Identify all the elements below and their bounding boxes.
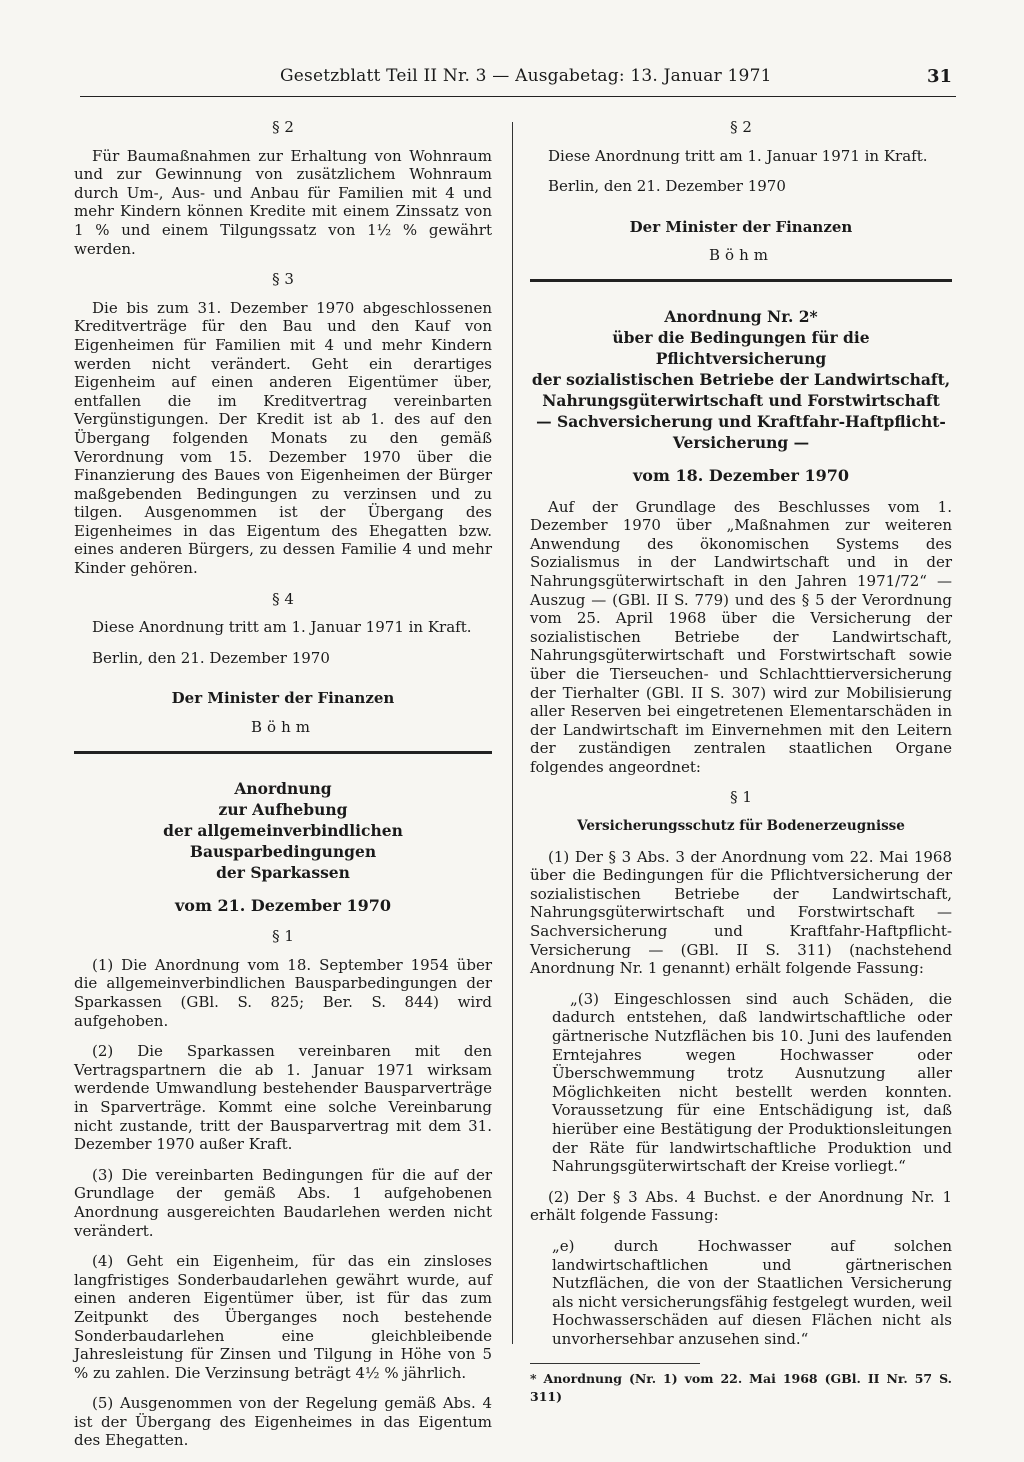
ordinance-title-line: Versicherung — — [672, 432, 810, 452]
signature: Böhm — [251, 718, 315, 737]
section-heading: § 1 — [272, 927, 294, 946]
signature: Böhm — [709, 246, 773, 265]
footnote-rule — [530, 1363, 700, 1364]
page-header — [80, 66, 960, 94]
quoted-paragraph: „e) durch Hochwasser auf solchen landwirtschaftlichen und gärtnerischen Nutzflächen, die von der Staatlichen Versicherung als nicht versicherungsfähig festgelegt wurden, weil Hochwasserschäden auf diesen Flächen nicht als unvorhersehbar anzusehen sind.“ — [552, 1236, 952, 1348]
paragraph: (5) Ausgenommen von der Regelung gemäß Abs. 4 ist der Übergang des Eigenheimes in das Eigentum des Ehegatten. — [74, 1394, 492, 1450]
section-rule — [74, 751, 492, 754]
paragraph: Für Baumaßnahmen zur Erhaltung von Wohnraum und zur Gewinnung von zusätzlichem Wohnraum durch Um-, Aus- und Anbau für Familien mit 4 und mehr Kindern können Kredite mit einem Zinssatz von 1 % und einem Tilgungssatz von 1½ % gewährt werden. — [74, 146, 492, 258]
paragraph: Die bis zum 31. Dezember 1970 abgeschlossenen Kreditverträge für den Bau und den Kauf von Eigenheimen für Familien mit 4 und mehr Kindern werden nicht verändert. Geht ein derartiges Eigenheim auf einen anderen Eigentümer über, entfallen die im Kreditvertrag vereinbarten Vergünstigungen. Der Kredit ist ab 1. des auf den Übergang folgenden Monats zu den gemäß Verordnung vom 15. Dezember 1970 über die Finanzierung des Baues von Eigenheimen der Bürger maßgebenden Bedingungen zu verzinsen und zu tilgen. Ausgenommen ist der Übergang des Eigenheimes in das Eigentum des Ehegatten bzw. eines anderen Bürgers, zu dessen Familie 4 und mehr Kinder gehören. — [74, 298, 492, 578]
ordinance-title — [530, 306, 952, 453]
ordinance-title-line: Nahrungsgüterwirtschaft und Forstwirtschaft — [542, 390, 940, 410]
quoted-paragraph: „(3) Eingeschlossen sind auch Schäden, die dadurch entstehen, daß landwirtschaftliche oder gärtnerische Nutzflächen bis 10. Juni des laufenden Erntejahres wegen Hochwasser oder Überschwemmung trotz Ausnutzung aller Möglichkeiten nicht bestellt werden konnten. Voraussetzung für eine Entschädigung ist, daß hierüber eine Bestätigung der Produktionsleitungen der Räte für landwirtschaftliche Produktion und Nahrungsgüterwirtschaft der Kreise vorliegt.“ — [552, 989, 952, 1176]
ordinance-title-line: — Sachversicherung und Kraftfahr-Haftpflicht- — [536, 411, 946, 431]
section-heading: § 2 — [272, 118, 294, 136]
section-heading: § 3 — [272, 270, 294, 289]
paragraph: Diese Anordnung tritt am 1. Januar 1971 in Kraft. — [548, 146, 928, 165]
ordinance-title-line: der allgemeinverbindlichen Bausparbedingungen — [163, 820, 403, 861]
paragraph: (3) Die vereinbarten Bedingungen für die auf der Grundlage der gemäß Abs. 1 aufgehobenen Anordnung ausgereichten Baudarlehen werden nicht verändert. — [74, 1165, 492, 1240]
preamble: Auf der Grundlage des Beschlusses vom 1. Dezember 1970 über „Maßnahmen zur weiteren Anwendung des ökonomischen Systems des Sozialismus in der Landwirtschaft und in der Nahrungsgüterwirtschaft in den Jahren 1971/72“ — Auszug — (GBl. II S. 779) und des § 5 der Verordnung vom 25. April 1968 über die Versicherung der sozialistischen Betriebe der Landwirtschaft, Nahrungsgüterwirtschaft und Forstwirtschaft sowie über die Tierseuchen- und Schlachttierversicherung der Tierhalter (GBl. II S. 307) wird zur Mobilisierung aller Reserven bei eingetretenen Elementarschäden in der Landwirtschaft im Einvernehmen mit den Leitern der zuständigen zentralen staatlichen Organe folgendes angeordnet: — [530, 497, 952, 776]
left-column — [74, 118, 492, 1462]
paragraph: (1) Die Anordnung vom 18. September 1954 über die allgemeinverbindlichen Bausparbedingungen der Sparkassen (GBl. S. 825; Ber. S. 844) wird aufgehoben. — [74, 955, 492, 1030]
paragraph: Diese Anordnung tritt am 1. Januar 1971 in Kraft. — [92, 618, 472, 637]
ordinance-title-line: Anordnung Nr. 2* — [664, 306, 818, 326]
paragraph: (1) Der § 3 Abs. 3 der Anordnung vom 22. Mai 1968 über die Bedingungen für die Pflichtversicherung der sozialistischen Betriebe der Landwirtschaft, Nahrungsgüterwirtschaft und Forstwirtschaft — Sachversicherung und Kraftfahr-Haftpflicht-Versicherung — (GBl. II S. 311) (nachstehend Anordnung Nr. 1 genannt) erhält folgende Fassung: — [530, 847, 952, 978]
page-number: 31 — [926, 66, 952, 87]
ordinance-title-line: Anordnung — [234, 778, 332, 798]
column-divider — [512, 122, 513, 1344]
paragraph: (2) Die Sparkassen vereinbaren mit den Vertragspartnern die ab 1. Januar 1971 wirksam werdende Umwandlung bestehender Bausparverträge in Sparverträge. Kommt eine solche Vereinbarung nicht zustande, tritt der Bausparvertrag mit dem 31. Dezember 1970 außer Kraft. — [74, 1042, 492, 1154]
ordinance-title — [74, 778, 492, 883]
paragraph: (2) Der § 3 Abs. 4 Buchst. e der Anordnung Nr. 1 erhält folgende Fassung: — [530, 1187, 952, 1225]
minister-title: Der Minister der Finanzen — [629, 217, 853, 236]
header-rule — [80, 96, 956, 97]
running-title: Gesetzblatt Teil II Nr. 3 — Ausgabetag: 13. Januar 1971 — [280, 66, 772, 86]
right-column — [530, 118, 952, 1407]
place-date: Berlin, den 21. Dezember 1970 — [548, 177, 786, 196]
place-date: Berlin, den 21. Dezember 1970 — [92, 648, 330, 667]
section-subheading: Versicherungsschutz für Bodenerzeugnisse — [577, 818, 905, 835]
ordinance-title-line: zur Aufhebung — [218, 799, 348, 819]
section-heading: § 4 — [272, 589, 294, 608]
ordinance-date: vom 18. Dezember 1970 — [632, 465, 850, 485]
minister-title: Der Minister der Finanzen — [171, 689, 395, 708]
ordinance-title-line: der Sparkassen — [216, 862, 350, 882]
ordinance-title-line: der sozialistischen Betriebe der Landwirtschaft, — [531, 369, 951, 389]
paragraph: (4) Geht ein Eigenheim, für das ein zinsloses langfristiges Sonderbaudarlehen gewährt wurde, auf einen anderen Eigentümer über, ist für das zum Zeitpunkt des Überganges noch bestehende Sonderbaudarlehen eine gleichbleibende Jahresleistung für Zinsen und Tilgung in Höhe von 5 % zu zahlen. Die Verzinsung beträgt 4½ % jährlich. — [74, 1252, 492, 1382]
section-heading: § 2 — [730, 118, 752, 136]
ordinance-title-line: über die Bedingungen für die Pflichtversicherung — [612, 327, 870, 368]
section-rule — [530, 279, 952, 282]
section-heading: § 1 — [730, 788, 752, 807]
ordinance-date: vom 21. Dezember 1970 — [174, 895, 392, 915]
footnote: * Anordnung (Nr. 1) vom 22. Mai 1968 (GBl. II Nr. 57 S. 311) — [530, 1370, 952, 1405]
